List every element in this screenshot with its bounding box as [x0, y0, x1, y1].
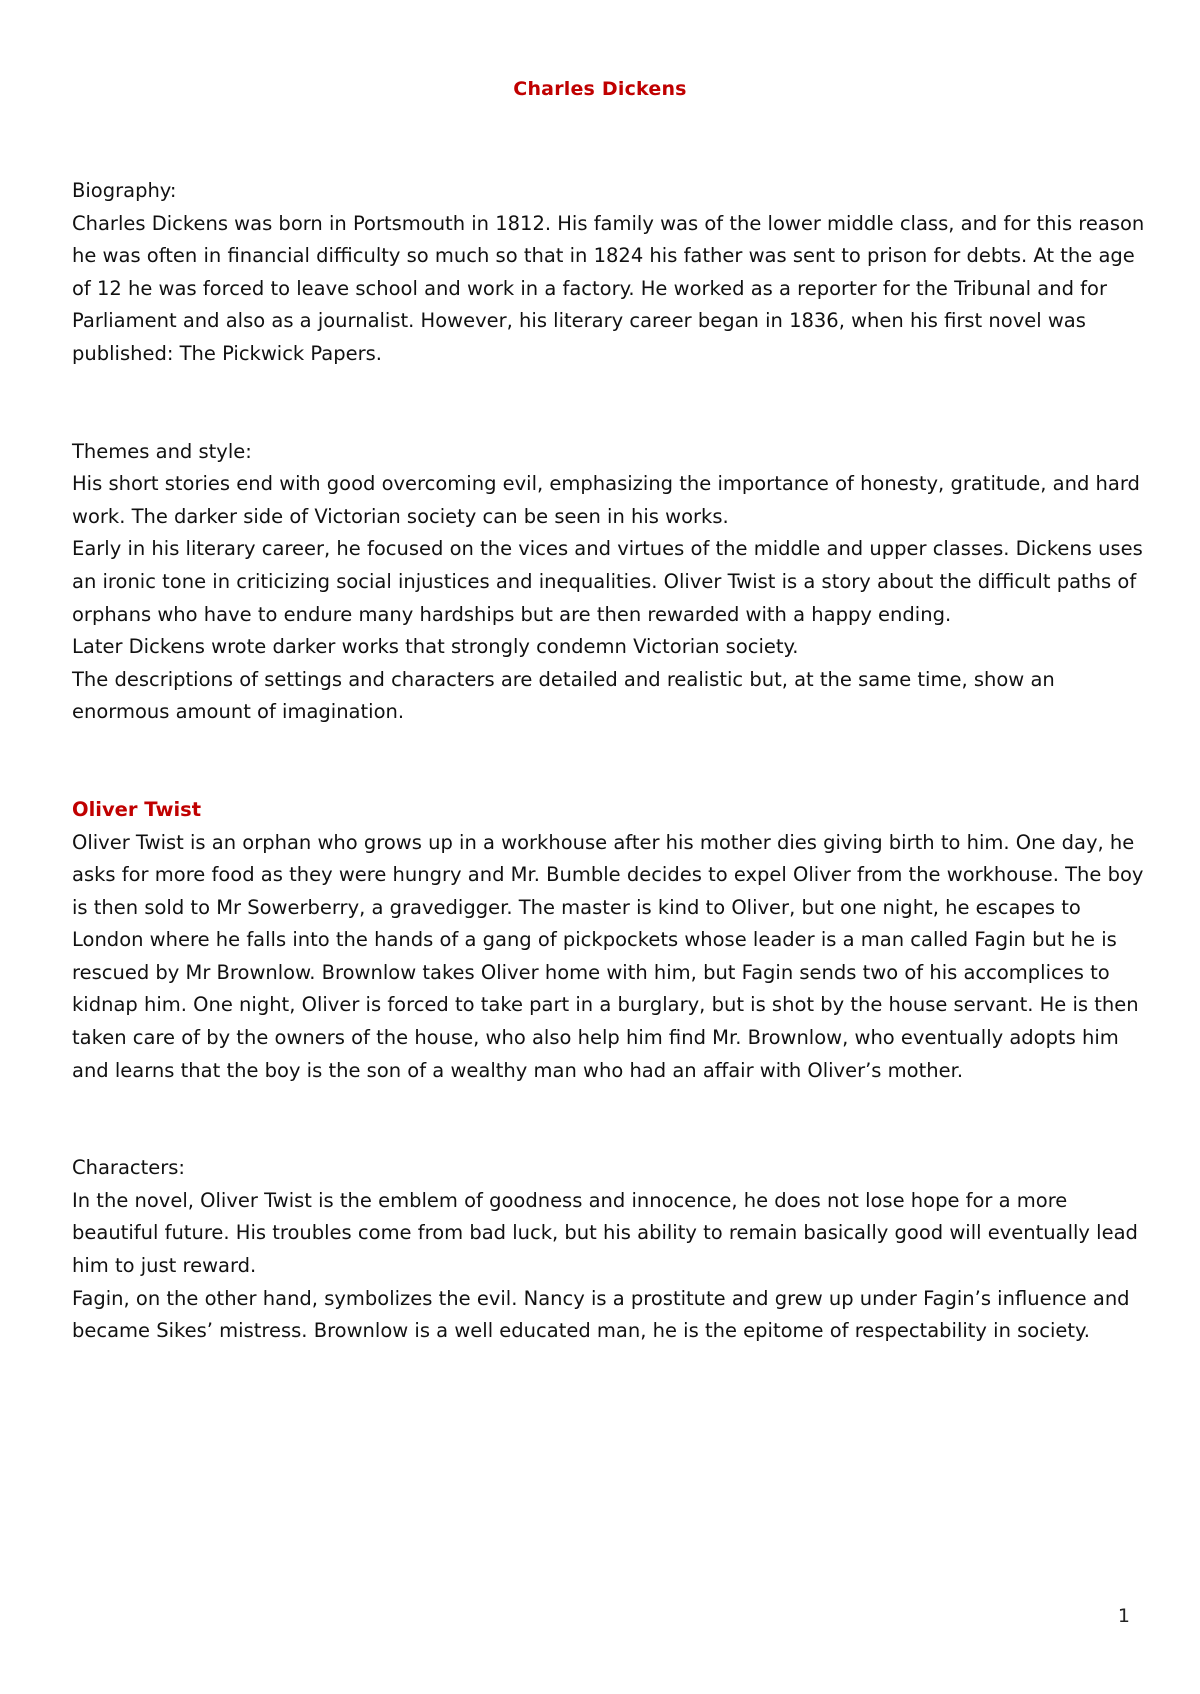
document-title: Charles Dickens [513, 78, 687, 100]
themes-heading: Themes and style: [72, 439, 252, 463]
themes-section [72, 436, 1152, 729]
biography-section [72, 175, 1152, 371]
themes-paragraph: Early in his literary career, he focused on the vices and virtues of the middle and upper classes. Dickens uses an ironic tone in criticizing social injustices and inequalities. Oliver Twist is a story about the difficult paths of orphans who have to endure many hardships but are then rewarded with a happy ending. [72, 537, 1143, 626]
biography-heading: Biography: [72, 179, 177, 202]
themes-paragraph: His short stories end with good overcoming evil, emphasizing the importance of honesty, gratitude, and hard work. The darker side of Victorian society can be seen in his works. [72, 472, 1140, 528]
oliver-twist-heading: Oliver Twist [72, 797, 202, 821]
biography-paragraph: Charles Dickens was born in Portsmouth in 1812. His family was of the lower middle class, and for this reason he was often in financial difficulty so much so that in 1824 his father was sent to prison for debts. At the age of 12 he was forced to leave school and work in a factory. He worked as a reporter for the Tribunal and for Parliament and also as a journalist. However, his literary career began in 1836, when his first novel was published: The Pickwick Papers. [72, 211, 1145, 365]
section-spacer [72, 729, 1152, 794]
page-number: 1 [1117, 1605, 1130, 1627]
themes-paragraph: Later Dickens wrote darker works that strongly condemn Victorian society. [72, 635, 799, 659]
document-body [72, 175, 1152, 1348]
characters-heading: Characters: [72, 1156, 186, 1180]
oliver-twist-section [72, 794, 1152, 1087]
themes-paragraph: The descriptions of settings and characters are detailed and realistic but, at the same time, show an enormous amount of imagination. [72, 667, 1055, 724]
characters-paragraph: Fagin, on the other hand, symbolizes the evil. Nancy is a prostitute and grew up under Fagin’s influence and became Sikes’ mistress. Brownlow is a well educated man, he is the epitome of respectability in society. [72, 1286, 1130, 1343]
section-spacer [72, 371, 1152, 436]
characters-paragraph: In the novel, Oliver Twist is the emblem of goodness and innocence, he does not lose hope for a more beautiful future. His troubles come from bad luck, but his ability to remain basically good will eventually lead him to just reward. [72, 1188, 1138, 1278]
section-spacer [72, 1087, 1152, 1152]
characters-section [72, 1152, 1152, 1348]
oliver-twist-paragraph: Oliver Twist is an orphan who grows up in a workhouse after his mother dies giving birth to him. One day, he asks for more food as they were hungry and Mr. Bumble decides to expel Oliver from the workhouse. The boy is then sold to Mr Sowerberry, a gravedigger. The master is kind to Oliver, but one night, he escapes to London where he falls into the hands of a gang of pickpockets whose leader is a man called Fagin but he is rescued by Mr Brownlow. Brownlow takes Oliver home with him, but Fagin sends two of his accomplices to kidnap him. One night, Oliver is forced to take part in a burglary, but is shot by the house servant. He is then taken care of by the owners of the house, who also help him find Mr. Brownlow, who eventually adopts him and learns that the boy is the son of a wealthy man who had an affair with Oliver’s mother. [72, 830, 1144, 1082]
